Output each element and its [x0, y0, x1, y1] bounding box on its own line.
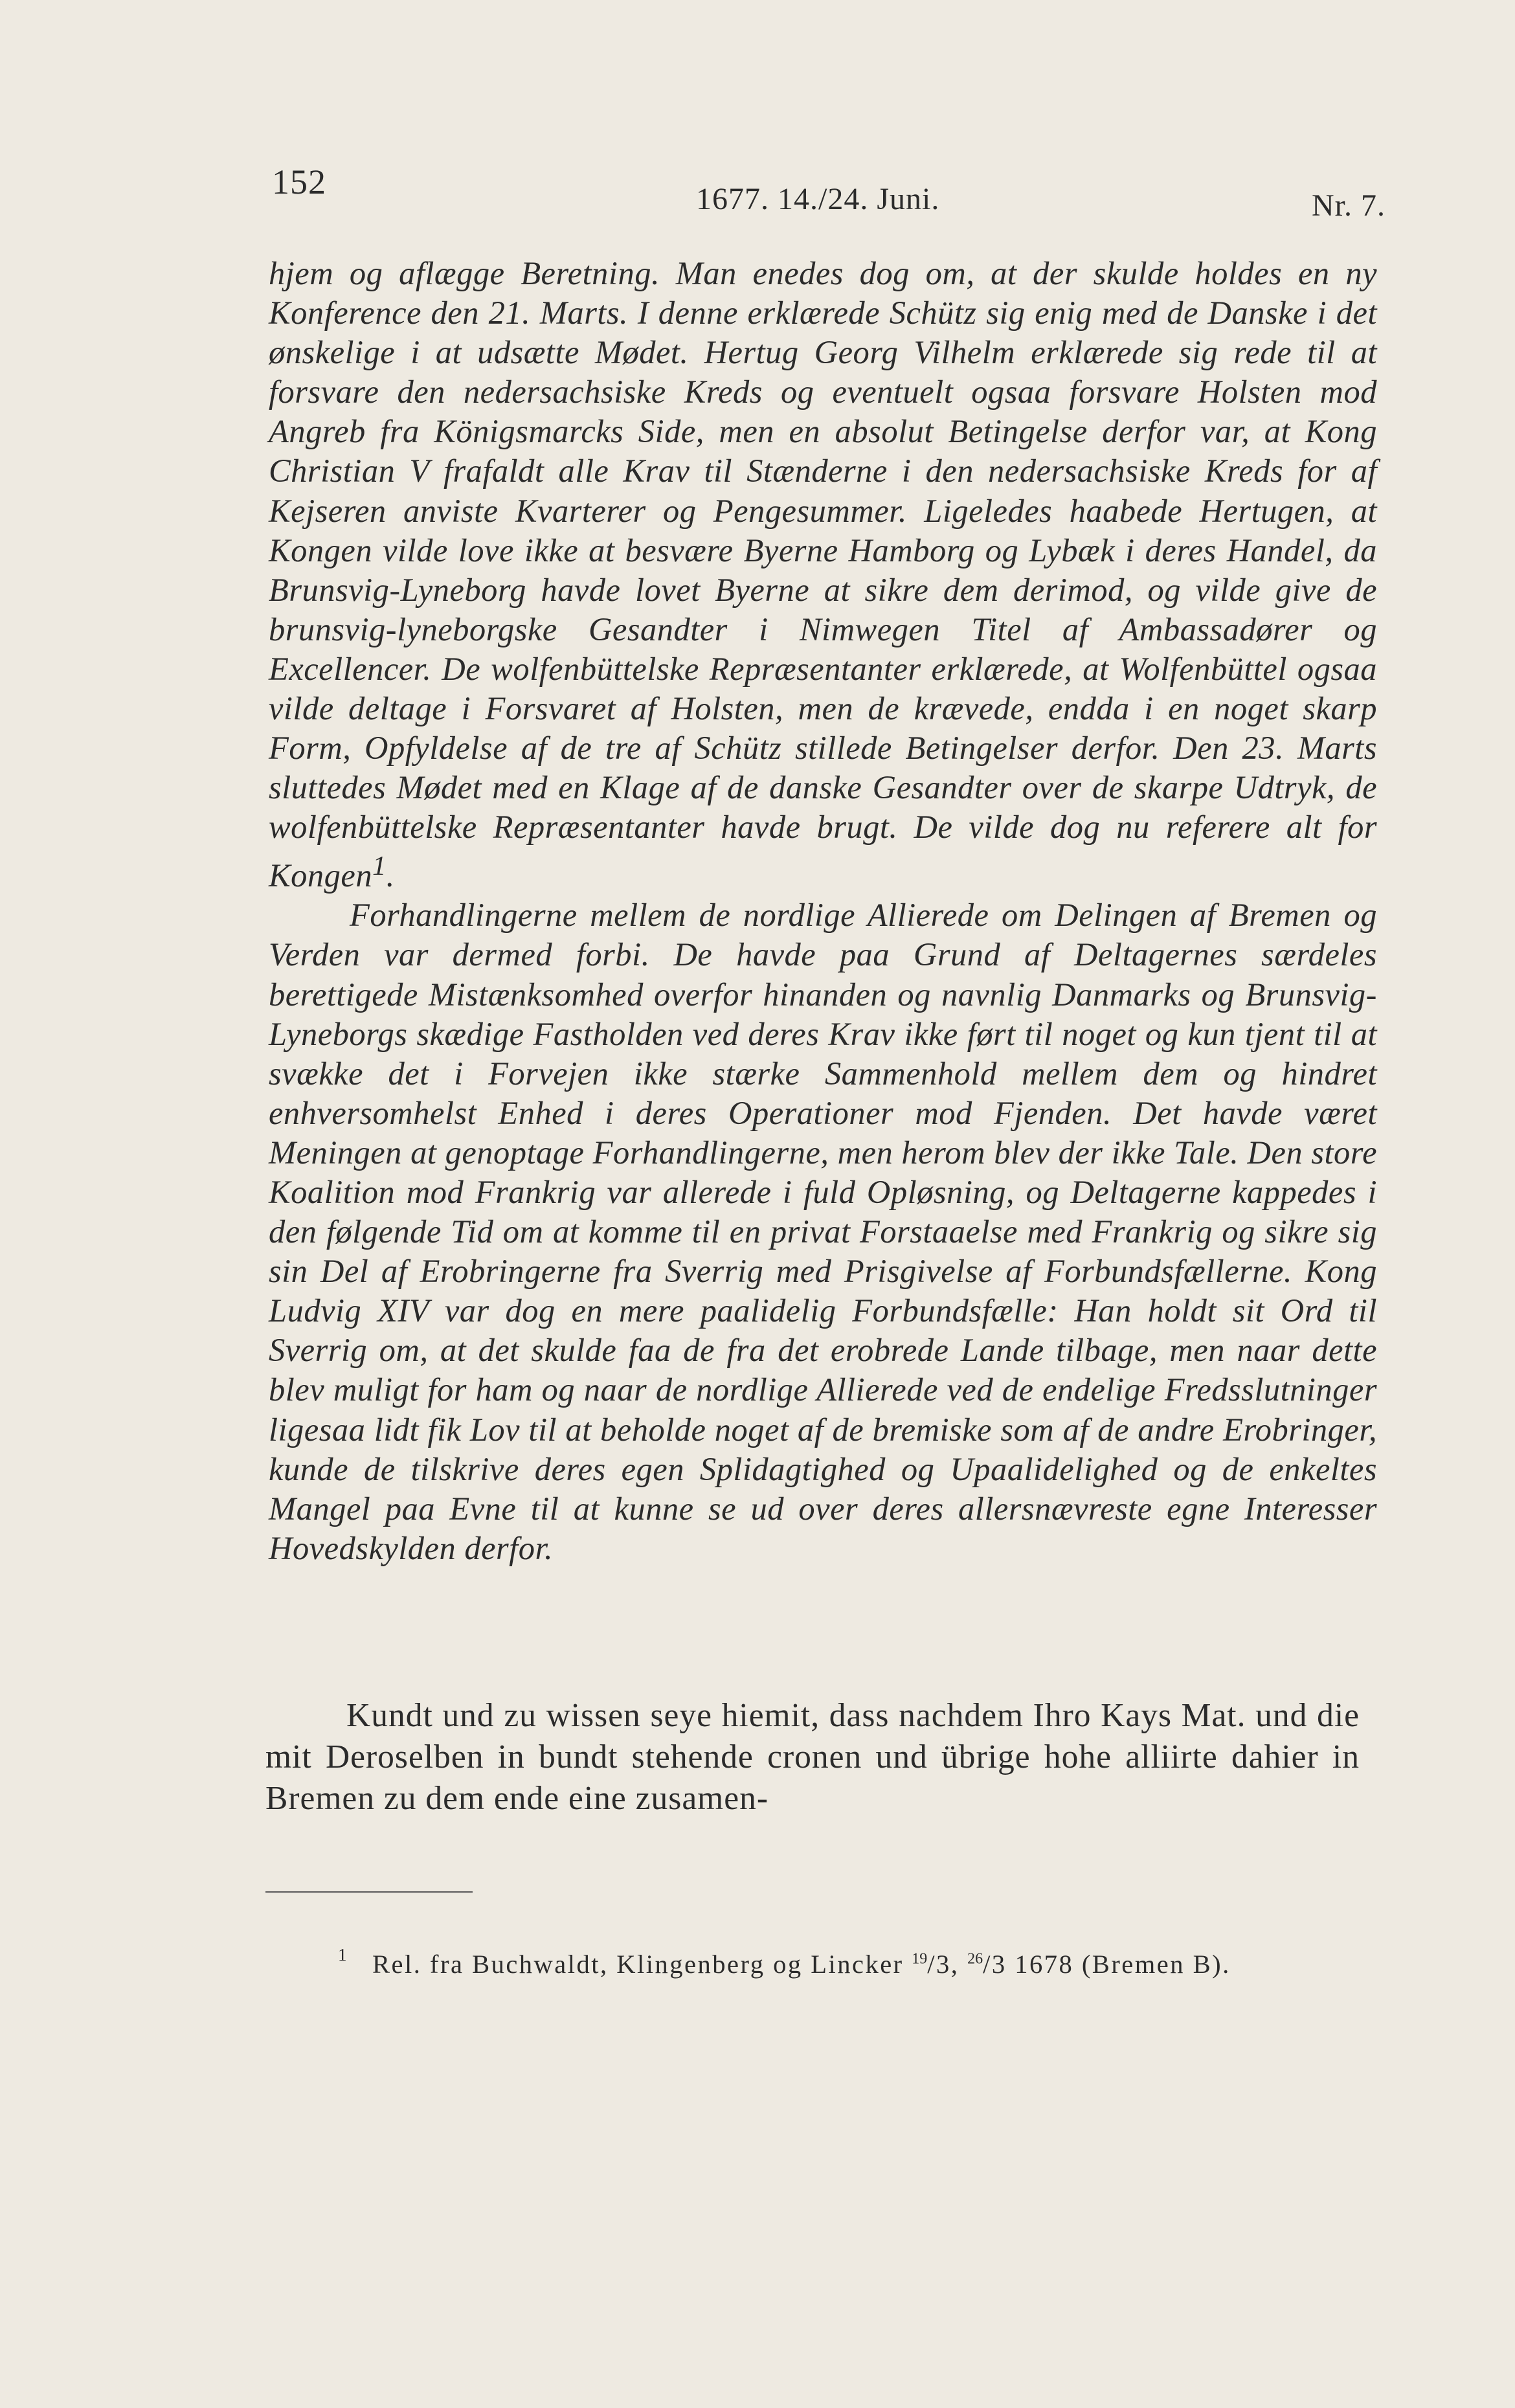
commentary-paragraph: Forhandlingerne mellem de nordlige Allierede om Delingen af Bremen og Verden var dermed forbi. De havde paa Grund af Deltagernes særdeles berettigede Mistænksomhed overfor hinanden og navnlig Danmarks og Brunsvig-Lyneborgs skædige Fastholden ved deres Krav ikke ført til noget og kun tjent til at svække det i Forvejen ikke stærke Sammenhold mellem dem og hindret enhversomhelst Enhed i deres Operationer mod Fjenden. Det havde været Meningen at genoptage Forhandlingerne, men herom blev der ikke Tale. Den store Koalition mod Frankrig var allerede i fuld Opløsning, og Deltagerne kappedes i den følgende Tid om at komme til en privat Forstaaelse med Frankrig og sikre sig sin Del af Erobringerne fra Sverrig med Prisgivelse af Forbundsfællerne. Kong Ludvig XIV var dog en mere paalidelig Forbundsfælle: Han holdt sit Ord til Sverrig om, at det skulde faa de fra det erobrede Lande tilbage, men naar dette blev muligt for ham og naar de nordlige Allierede ved de endelige Fredsslutninger ligesaa lidt fik Lov til at beholde noget af de bremiske som af de andre Erobringer, kunde de tilskrive deres egen Splidagtighed og Upaalidelighed og de enkeltes Mangel paa Evne til at kunne se ud over deres allersnævreste egne Interesser Hovedskylden derfor.	[269, 897, 1377, 1566]
document-number: Nr. 7.	[1312, 188, 1386, 223]
footnote-marker: 1	[338, 1945, 348, 1964]
footnote-reference[interactable]: 1	[372, 851, 387, 882]
date-numerator: 19	[912, 1950, 928, 1968]
date-denominator: /3 1678 (Bremen B).	[983, 1950, 1231, 1979]
source-document-text: Kundt und zu wissen seye hiemit, dass nachdem Ihro Kays Mat. und die mit Deroselben in bundt stehende cronen und übrige hohe alliirte dahier in Bremen zu dem ende eine zusamen-	[265, 1697, 1360, 1817]
page-number: 152	[272, 163, 326, 201]
paragraph-end: .	[386, 857, 395, 894]
footnote-source: Rel. fra Buchwaldt, Klingenberg og Lincker	[372, 1950, 912, 1979]
commentary-text	[269, 254, 1377, 1568]
footnote-divider	[265, 1891, 473, 1893]
date-numerator: 26	[967, 1950, 983, 1968]
commentary-paragraph	[269, 254, 1377, 895]
page-header	[272, 162, 1386, 223]
footnote-text	[372, 1949, 1231, 1979]
paragraph-text: hjem og aflægge Beretning. Man enedes dog om, at der skulde holdes en ny Konference den 21. Marts. I denne erklærede Schütz sig enig med de Danske i det ønskelige i at udsætte Mødet. Hertug Georg Vilhelm erklærede sig rede til at forsvare den nedersachsiske Kreds og eventuelt ogsaa forsvare Holsten mod Angreb fra Königsmarcks Side, men en absolut Betingelse derfor var, at Kong Christian V frafaldt alle Krav til Stænderne i den nedersachsiske Kreds for af Kejseren anviste Kvarterer og Pengesummer. Ligeledes haabede Hertugen, at Kongen vilde love ikke at besvære Byerne Hamborg og Lybæk i deres Handel, da Brunsvig-Lyneborg havde lovet Byerne at sikre dem derimod, og vilde give de brunsvig-lyneborgske Gesandter i Nimwegen Titel af Ambassadører og Excellencer. De wolfenbüttelske Repræsentanter erklærede, at Wolfenbüttel ogsaa vilde deltage i Forsvaret af Holsten, men de krævede, endda i en noget skarp Form, Opfyldelse af de tre af Schütz stillede Betingelser derfor. Den 23. Marts sluttedes Mødet med en Klage af de danske Gesandter over de skarpe Udtryk, de wolfenbüttelske Repræsentanter havde brugt. De vilde dog nu referere alt for Kongen	[269, 255, 1377, 894]
running-title: 1677. 14./24. Juni.	[696, 182, 940, 216]
date-denominator: /3,	[927, 1950, 968, 1979]
